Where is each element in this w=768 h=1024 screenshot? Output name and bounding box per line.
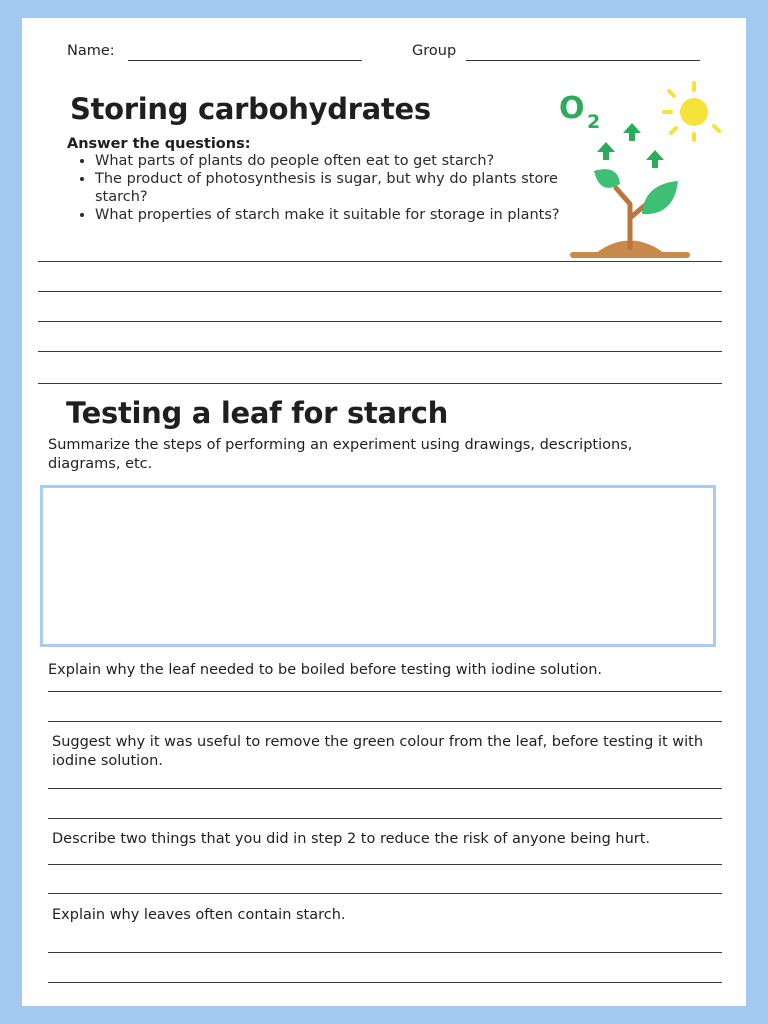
question-list xyxy=(74,152,575,224)
list-item: • What properties of starch make it suitable for storage in plants? xyxy=(95,206,575,224)
answer-line[interactable] xyxy=(48,982,722,983)
list-item: • What parts of plants do people often eat to get starch? xyxy=(95,152,575,170)
answer-line[interactable] xyxy=(38,261,722,262)
oxygen-subscript: 2 xyxy=(587,111,601,133)
answer-line[interactable] xyxy=(38,351,722,352)
left-leaf xyxy=(594,169,620,188)
oxygen-label: O xyxy=(559,91,585,126)
section-title-storing-carbohydrates: Storing carbohydrates xyxy=(70,92,431,126)
answer-line[interactable] xyxy=(48,952,722,953)
answer-line[interactable] xyxy=(48,818,722,819)
question-prompt: Explain why leaves often contain starch. xyxy=(52,907,346,923)
section-title-testing-leaf: Testing a leaf for starch xyxy=(66,396,448,430)
answer-line[interactable] xyxy=(48,788,722,789)
summary-prompt: Summarize the steps of performing an experiment using drawings, descriptions, diagrams, etc. xyxy=(48,437,633,472)
question-prompt: Describe two things that you did in step 2 to reduce the risk of anyone being hurt. xyxy=(52,831,651,847)
arrow-up-icons xyxy=(597,123,664,168)
drawing-answer-box[interactable] xyxy=(40,485,716,647)
answer-line[interactable] xyxy=(48,691,722,692)
right-leaf xyxy=(642,181,678,214)
answer-line[interactable] xyxy=(38,383,722,384)
answer-line[interactable] xyxy=(48,893,722,894)
answer-line[interactable] xyxy=(48,864,722,865)
sun-icon xyxy=(664,83,719,140)
name-label: Name: xyxy=(67,43,115,59)
plant-photosynthesis-icon xyxy=(548,78,728,263)
name-field[interactable] xyxy=(128,60,362,61)
answer-line[interactable] xyxy=(38,321,722,322)
answer-line[interactable] xyxy=(48,721,722,722)
group-field[interactable] xyxy=(466,60,700,61)
list-item: • The product of photosynthesis is sugar, but why do plants store starch? xyxy=(95,170,575,206)
instruction-label: Answer the questions: xyxy=(67,136,251,152)
answer-line[interactable] xyxy=(38,291,722,292)
group-label: Group xyxy=(412,43,457,59)
question-prompt: Explain why the leaf needed to be boiled before testing with iodine solution. xyxy=(48,662,603,678)
question-prompt: Suggest why it was useful to remove the green colour from the leaf, before testing it with iodine solution. xyxy=(52,734,704,769)
